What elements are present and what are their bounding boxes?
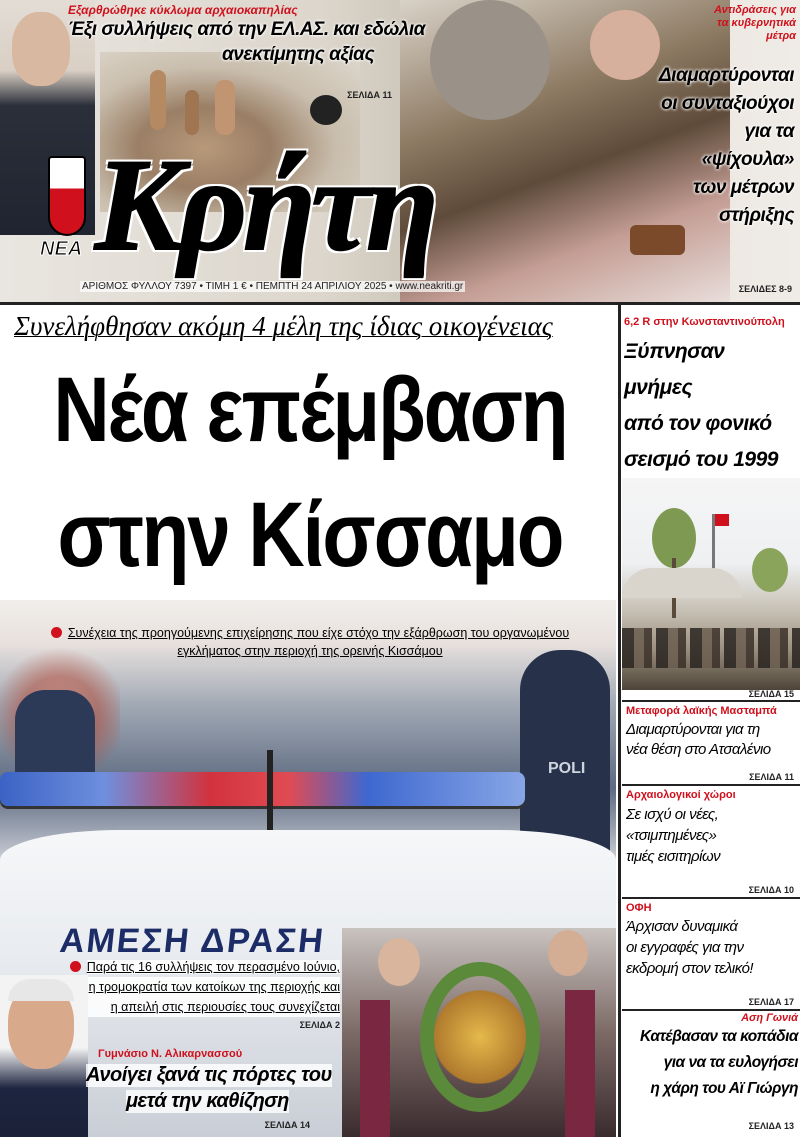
- sidebar-headline-2: Διαμαρτύρονται για τη νέα θέση στο Ατσαλένιο: [626, 721, 771, 758]
- sidebar-divider: [618, 305, 621, 1137]
- sidebar-kicker-1: 6,2 R στην Κωνσταντινούπολη: [624, 316, 785, 328]
- masthead-title: Κρήτη: [95, 131, 435, 278]
- sidebar-kicker-5: Αση Γωνιά: [741, 1012, 798, 1024]
- sidebar-story-4: [626, 902, 798, 979]
- main-sub-2: εγκλήματος στην περιοχή της ορεινής Κισσάμου: [177, 644, 443, 658]
- sidebar-rule-2: [622, 784, 800, 786]
- sidebar-story-3: [626, 789, 798, 867]
- bottom-left-kicker: Γυμνάσιο Ν. Αλικαρνασσού: [98, 1048, 243, 1060]
- top-left-headline-1: Έξι συλλήψεις από την ΕΛ.ΑΣ. και εδώλια: [68, 19, 425, 40]
- main-subheadline: [20, 624, 600, 660]
- sidebar-rule-3: [622, 897, 800, 899]
- main-sub-1: Συνέχεια της προηγούμενης επιχείρησης που είχε στόχο την εξάρθρωση του οργανωμένου: [67, 626, 570, 640]
- bottom-left-page: ΣΕΛΙΔΑ 14: [264, 1120, 310, 1130]
- sidebar-headline-5: Κατέβασαν τα κοπάδια για να τα ευλογήσει η χάρη του Αϊ Γιώργη: [640, 1028, 798, 1097]
- top-right-headline-line: στήριξης: [718, 205, 794, 226]
- light-bar: [0, 772, 525, 806]
- istanbul-quake-photo: [622, 478, 800, 690]
- main-kicker: Συνελήφθησαν ακόμη 4 μέλη της ίδιας οικογένειας: [14, 311, 553, 341]
- sidebar-kicker-4: ΟΦΗ: [626, 902, 652, 914]
- main-bullet-1: Παρά τις 16 συλλήψεις τον περασμένο Ιούνιο,: [86, 960, 340, 974]
- bullet-dot-icon: [51, 627, 62, 638]
- top-right-kicker: Αντιδράσεις για τα κυβερνητικά μέτρα: [713, 4, 796, 42]
- top-right-headline-line: για τα: [744, 121, 794, 142]
- top-right-headline-line: των μέτρων: [693, 177, 794, 198]
- top-left-kicker: Εξαρθρώθηκε κύκλωμα αρχαιοκαπηλίας: [68, 3, 298, 17]
- main-bullet-2: η τρομοκρατία των κατοίκων της περιοχής και: [58, 977, 340, 997]
- top-left-headline-2: ανεκτίμητης αξίας: [222, 44, 375, 65]
- issue-line: ΑΡΙΘΜΟΣ ΦΥΛΛΟΥ 7397 • ΤΙΜΗ 1 € • ΠΕΜΠΤΗ 24 ΑΠΡΙΛΙΟΥ 2025 • www.neakriti.gr: [82, 281, 464, 292]
- top-right-headline-line: οι συνταξιούχοι: [661, 93, 794, 114]
- sidebar-page-5: ΣΕΛΙΔΑ 13: [748, 1121, 794, 1131]
- bottom-left-headline-1: Ανοίγει ξανά τις πόρτες του: [86, 1064, 332, 1086]
- headmaster-portrait-photo: [0, 975, 88, 1137]
- top-left-page: ΣΕΛΙΔΑ 11: [347, 90, 392, 100]
- sidebar-story-5: [624, 1012, 798, 1102]
- sidebar-headline-4: Άρχισαν δυναμικά οι εγγραφές για την εκδρομή στον τελικό!: [626, 918, 754, 977]
- top-right-headline-line: «ψίχουλα»: [701, 149, 794, 170]
- sidebar-rule-4: [622, 1009, 800, 1011]
- main-bullet-3: η απειλή στις περιουσίες τους συνεχίζεται: [58, 997, 340, 1017]
- masthead-small-logo: ΝΕΑ: [40, 238, 83, 260]
- main-page: ΣΕΛΙΔΑ 2: [299, 1020, 340, 1030]
- top-right-headline: [644, 62, 794, 230]
- masthead-divider: [0, 302, 800, 305]
- sidebar-rule-1: [622, 700, 800, 702]
- sidebar-story-1: [624, 316, 796, 478]
- sidebar-story-2: [626, 705, 798, 760]
- sidebar-kicker-2: Μεταφορά λαϊκής Μασταμπά: [626, 705, 777, 717]
- photo-text: ΑΜΕΣΗ ΔΡΑΣΗ: [58, 922, 327, 960]
- top-right-page: ΣΕΛΙΔΕΣ 8-9: [738, 284, 792, 294]
- sidebar-page-2: ΣΕΛΙΔΑ 11: [749, 772, 794, 782]
- masthead-logo: [40, 156, 95, 264]
- sidebar-page-1: ΣΕΛΙΔΑ 15: [748, 689, 794, 699]
- bottom-left-headline-2: μετά την καθίζηση: [126, 1090, 289, 1112]
- bullet-dot-icon: [70, 961, 81, 972]
- police-car-photo: [0, 600, 616, 1137]
- flag-emblem-icon: [48, 156, 86, 236]
- sidebar-headline-3: Σε ισχύ οι νέες, «τσιμπημένες» τιμές εισιτηρίων: [626, 806, 721, 865]
- sidebar-headline-1: Ξύπνησαν μνήμες από τον φονικό σεισμό του 1999: [624, 340, 778, 471]
- main-headline-2: στην Κίσσαμο: [57, 482, 563, 586]
- sidebar-page-4: ΣΕΛΙΔΑ 17: [748, 997, 794, 1007]
- photo-text-2: POLI: [548, 760, 586, 777]
- main-bullet-block: [58, 957, 340, 1035]
- flag-icon: [715, 514, 729, 526]
- sidebar-page-3: ΣΕΛΙΔΑ 10: [748, 885, 794, 895]
- main-headline-1: Νέα επέμβαση: [53, 357, 567, 461]
- sidebar-kicker-3: Αρχαιολογικοί χώροι: [626, 789, 736, 801]
- top-right-headline-line: Διαμαρτύρονται: [658, 65, 794, 86]
